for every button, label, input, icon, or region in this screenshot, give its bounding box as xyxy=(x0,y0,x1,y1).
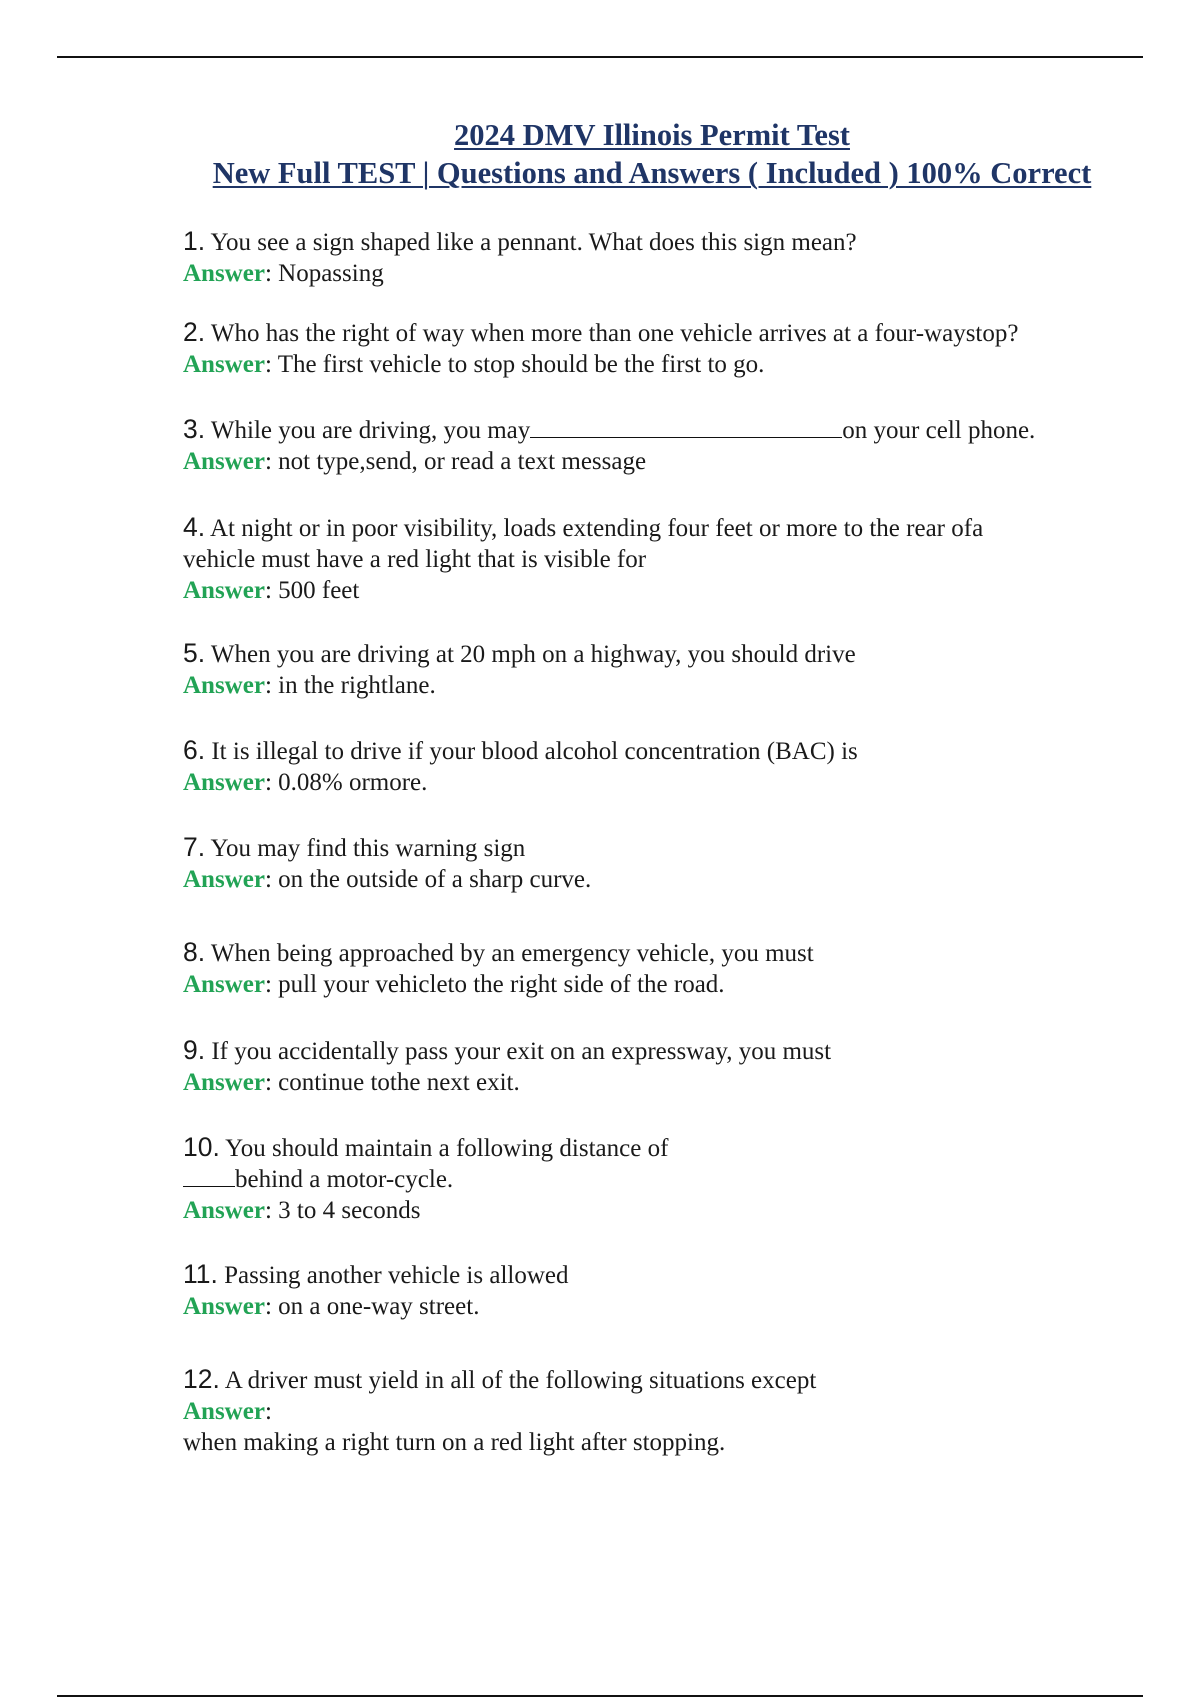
question-item-6: 6. It is illegal to drive if your blood alcohol concentration (BAC) is Answer: 0.08% ormore. xyxy=(183,735,858,796)
answer-text: 0.08% ormore. xyxy=(278,769,428,796)
question-text: If you accidentally pass your exit on an expressway, you must xyxy=(211,1038,832,1065)
answer-label: Answer xyxy=(183,971,265,998)
question-number: 7. xyxy=(183,832,206,862)
bottom-rule xyxy=(57,1695,1143,1697)
answer-text: 3 to 4 seconds xyxy=(278,1197,421,1224)
question-number: 12. xyxy=(183,1364,220,1394)
question-text-before-blank: While you are driving, you may xyxy=(210,417,531,444)
question-number: 4. xyxy=(183,512,206,542)
question-item-3: 3. While you are driving, you may on your cell phone. Answer: not type,send, or read a text message xyxy=(183,414,1036,475)
question-item-11: 11. Passing another vehicle is allowed Answer: on a one-way street. xyxy=(183,1259,569,1320)
question-item-4: 4. At night or in poor visibility, loads extending four feet or more to the rear ofa vehicle must have a red light that is visible for Answer: 500 feet xyxy=(183,512,984,604)
question-number: 6. xyxy=(183,735,206,765)
question-text: When being approached by an emergency vehicle, you must xyxy=(210,940,814,967)
fill-in-blank xyxy=(183,1164,235,1187)
answer-label: Answer xyxy=(183,448,265,475)
question-item-2: 2. Who has the right of way when more than one vehicle arrives at a four-waystop? Answer: The first vehicle to stop should be the first to go. xyxy=(183,317,1019,378)
title-line-1: 2024 DMV Illinois Permit Test xyxy=(454,118,850,152)
document-title xyxy=(0,116,1200,192)
answer-text: continue tothe next exit. xyxy=(278,1069,520,1096)
answer-text: The first vehicle to stop should be the first to go. xyxy=(277,351,765,378)
answer-text: not type,send, or read a text message xyxy=(278,448,647,475)
answer-text: when making a right turn on a red light after stopping. xyxy=(183,1429,726,1456)
question-number: 5. xyxy=(183,638,206,668)
question-item-10: 10. You should maintain a following distance of behind a motor-cycle. Answer: 3 to 4 seconds xyxy=(183,1132,669,1224)
answer-text: on the outside of a sharp curve. xyxy=(278,866,592,893)
title-line-2: New Full TEST | Questions and Answers ( Included ) 100% Correct xyxy=(212,156,1092,190)
question-item-9: 9. If you accidentally pass your exit on an expressway, you must Answer: continue tothe next exit. xyxy=(183,1035,832,1096)
fill-in-blank xyxy=(530,415,842,438)
question-item-12: 12. A driver must yield in all of the following situations except Answer: when making a right turn on a red light after stopping. xyxy=(183,1364,817,1456)
answer-label: Answer xyxy=(183,577,265,604)
question-text-line-2: behind a motor-cycle. xyxy=(235,1166,454,1193)
answer-text: on a one-way street. xyxy=(278,1293,480,1320)
question-text-line-1: You should maintain a following distance of xyxy=(225,1135,669,1162)
top-rule xyxy=(57,56,1143,58)
question-number: 1. xyxy=(183,226,206,256)
question-number: 10. xyxy=(183,1132,220,1162)
answer-label: Answer xyxy=(183,672,265,699)
question-text: A driver must yield in all of the following situations except xyxy=(224,1367,817,1394)
question-text: You may find this warning sign xyxy=(210,835,526,862)
question-text-line-2: vehicle must have a red light that is visible for xyxy=(183,546,647,573)
question-text: You see a sign shaped like a pennant. What does this sign mean? xyxy=(210,229,857,256)
answer-label: Answer xyxy=(183,260,265,287)
question-item-1: 1. You see a sign shaped like a pennant. What does this sign mean? Answer: Nopassing xyxy=(183,226,857,287)
question-item-8: 8. When being approached by an emergency vehicle, you must Answer: pull your vehicleto the right side of the road. xyxy=(183,937,814,998)
answer-label: Answer xyxy=(183,1293,265,1320)
question-number: 8. xyxy=(183,937,206,967)
question-list xyxy=(183,226,1133,1458)
answer-text: pull your vehicleto the right side of the road. xyxy=(278,971,725,998)
answer-label: Answer xyxy=(183,1398,265,1425)
answer-text: in the rightlane. xyxy=(278,672,436,699)
question-number: 2. xyxy=(183,317,206,347)
question-text: When you are driving at 20 mph on a highway, you should drive xyxy=(210,641,856,668)
answer-label: Answer xyxy=(183,769,265,796)
answer-text: 500 feet xyxy=(278,577,360,604)
question-number: 9. xyxy=(183,1035,206,1065)
question-number: 11. xyxy=(183,1259,218,1289)
question-text: Who has the right of way when more than one vehicle arrives at a four-waystop? xyxy=(210,320,1019,347)
answer-label: Answer xyxy=(183,1069,265,1096)
question-item-7: 7. You may find this warning sign Answer: on the outside of a sharp curve. xyxy=(183,832,592,893)
question-text-line-1: At night or in poor visibility, loads extending four feet or more to the rear ofa xyxy=(209,515,984,542)
answer-label: Answer xyxy=(183,351,265,378)
question-text: Passing another vehicle is allowed xyxy=(224,1262,569,1289)
question-number: 3. xyxy=(183,414,206,444)
answer-label: Answer xyxy=(183,1197,265,1224)
question-item-5: 5. When you are driving at 20 mph on a highway, you should drive Answer: in the rightlane. xyxy=(183,638,856,699)
question-text: It is illegal to drive if your blood alcohol concentration (BAC) is xyxy=(211,738,858,765)
answer-text: Nopassing xyxy=(278,260,384,287)
question-text-after-blank: on your cell phone. xyxy=(842,417,1036,444)
answer-label: Answer xyxy=(183,866,265,893)
